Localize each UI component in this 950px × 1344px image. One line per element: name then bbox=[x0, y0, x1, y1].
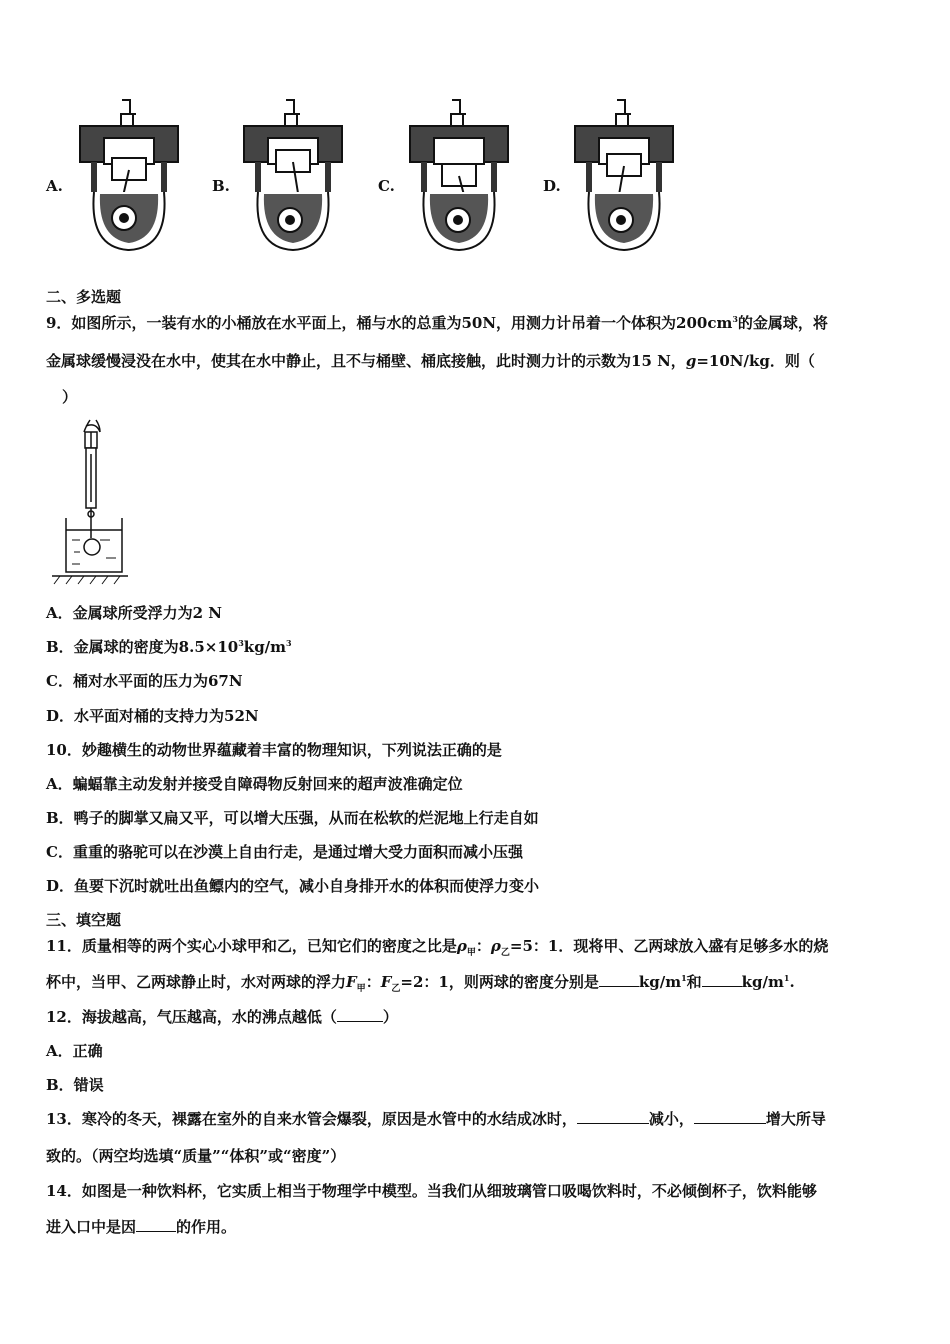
q9-option-b[interactable]: B．金属球的密度为$8.5\times 10^3kg/m^3$ bbox=[46, 638, 292, 656]
section-title: 二、多选题 bbox=[46, 288, 122, 306]
engine-diagram-c bbox=[404, 98, 514, 253]
q10-option-d[interactable]: D．鱼要下沉时就吐出鱼鳔内的空气，减小自身排开水的体积而使浮力变小 bbox=[46, 877, 540, 895]
option-label: D. bbox=[543, 177, 561, 195]
option-label: C. bbox=[378, 177, 395, 195]
option-label: B. bbox=[212, 177, 230, 195]
q9-option-d[interactable]: D．水平面对桶的支持力为52N bbox=[46, 707, 259, 725]
q11-stem-line2: 杯中，当甲、乙两球静止时，水对两球的浮力$F_甲$：$F_乙=2$：1，则两球的密度分别是 $kg/m^1$和 $kg/m^1$. bbox=[46, 973, 795, 994]
answer-blank[interactable] bbox=[136, 1217, 176, 1232]
q14-stem-line2: 进入口中是因 的作用。 bbox=[46, 1218, 237, 1236]
q10-option-b[interactable]: B．鸭子的脚掌又扁又平，可以增大压强，从而在松软的烂泥地上行走自如 bbox=[46, 809, 539, 827]
q9-stem-line2: 金属球缓慢浸没在水中，使其在水中静止，且不与桶壁、桶底接触，此时测力计的示数为15 N，g=10N/kg．则（ bbox=[46, 352, 815, 370]
option-label: A. bbox=[46, 177, 63, 195]
q12-option-a[interactable]: A．正确 bbox=[46, 1042, 103, 1060]
answer-blank[interactable] bbox=[337, 1007, 383, 1022]
section-title: 三、填空题 bbox=[46, 911, 122, 929]
q9-stem-line3: ） bbox=[62, 388, 78, 406]
q10-stem: 10．妙趣横生的动物世界蕴藏着丰富的物理知识，下列说法正确的是 bbox=[46, 741, 502, 759]
q9-stem-line1: 9．如图所示，一装有水的小桶放在水平面上，桶与水的总重为50N，用测力计吊着一个体积为$200cm^3$的金属球，将 bbox=[46, 314, 828, 332]
q9-option-c[interactable]: C．桶对水平面的压力为67N bbox=[46, 672, 243, 690]
q14-stem-line1: 14．如图是一种饮料杯，它实质上相当于物理学中模型。当我们从细玻璃管口吸喝饮料时，不必倾倒杯子，饮料能够 bbox=[46, 1182, 817, 1200]
q10-option-c[interactable]: C．重重的骆驼可以在沙漠上自由行走，是通过增大受力面积而减小压强 bbox=[46, 843, 523, 861]
answer-blank[interactable] bbox=[577, 1109, 649, 1124]
answer-blank[interactable] bbox=[599, 972, 639, 987]
q12-option-b[interactable]: B．错误 bbox=[46, 1076, 104, 1094]
q13-stem-line2: 致的。（两空均选填“质量”“体积”或“密度”） bbox=[46, 1147, 346, 1165]
answer-blank[interactable] bbox=[694, 1109, 766, 1124]
q12-stem: 12．海拔越高，气压越高，水的沸点越低（ ） bbox=[46, 1008, 398, 1026]
q10-option-a[interactable]: A．蝙蝠靠主动发射并接受自障碍物反射回来的超声波准确定位 bbox=[46, 775, 463, 793]
spring-scale-figure bbox=[50, 418, 130, 588]
q11-stem-line1: 11．质量相等的两个实心小球甲和乙，已知它们的密度之比是$\rho_甲$：$\rho_乙=5$：1．现将甲、乙两球放入盛有足够多水的烧 bbox=[46, 937, 829, 958]
engine-diagram-d bbox=[569, 98, 679, 253]
q13-stem-line1: 13．寒冷的冬天，裸露在室外的自来水管会爆裂，原因是水管中的水结成冰时， 减小， 增大所导 bbox=[46, 1110, 826, 1128]
engine-diagram-a bbox=[74, 98, 184, 253]
answer-blank[interactable] bbox=[702, 972, 742, 987]
q9-option-a[interactable]: A．金属球所受浮力为2 N bbox=[46, 604, 223, 622]
engine-diagram-b bbox=[238, 98, 348, 253]
